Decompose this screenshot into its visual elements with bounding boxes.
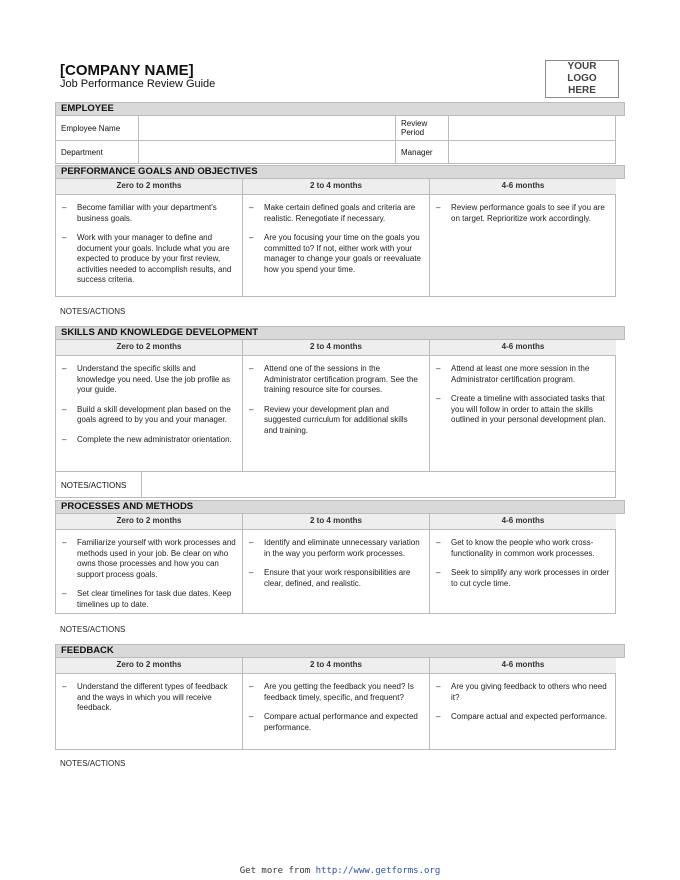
feedback-col-1 [56, 673, 242, 749]
processes-col-3 [429, 529, 616, 613]
list-item: – Build a skill development plan based on the goals agreed to by you and your manager. [62, 404, 231, 424]
logo-line-2: HERE [568, 85, 596, 96]
document-subtitle: Job Performance Review Guide [60, 78, 216, 90]
notes-actions-label: NOTES/ACTIONS [56, 471, 141, 497]
list-item: – Set clear timelines for task due dates. Keep timelines up to date. [62, 589, 232, 609]
list-item: – Review your development plan and suggested curriculum for additional skills and training. [249, 404, 408, 435]
feedback-header: FEEDBACK [55, 644, 625, 658]
notes-actions-label: NOTES/ACTIONS [60, 625, 126, 634]
skills-col-2 [242, 355, 429, 471]
processes-col-1 [56, 529, 242, 613]
footer [0, 866, 680, 876]
list-item: – Attend one of the sessions in the Administrator certification program. See the training resource site for courses. [249, 364, 418, 394]
employee-table [55, 116, 616, 164]
skills-knowledge-header: SKILLS AND KNOWLEDGE DEVELOPMENT [55, 326, 625, 340]
column-header: 2 to 4 months [242, 658, 429, 673]
footer-prefix: Get more from [239, 866, 311, 876]
column-header: 4-6 months [429, 340, 616, 355]
processes-col-2 [242, 529, 429, 613]
column-header: Zero to 2 months [56, 340, 242, 355]
department-field[interactable] [138, 140, 395, 163]
list-item: – Make certain defined goals and criteria are realistic. Renegotiate if necessary. [249, 203, 416, 223]
column-header: Zero to 2 months [56, 658, 242, 673]
list-item: – Get to know the people who work cross-functionality in common work processes. [436, 538, 595, 558]
employee-name-field[interactable] [138, 116, 395, 140]
list-item: – Review performance goals to see if you are on target. Reprioritize work accordingly. [436, 203, 605, 223]
list-item: – Familiarize yourself with work processes and methods used in your job. Be clear on who owns those processes and how you can support process goals. [62, 538, 236, 579]
list-item: – Create a timeline with associated tasks that you will follow in order to attain the skills outlined in your personal development plan. [436, 394, 606, 424]
list-item: – Are you getting the feedback you need? Is feedback timely, specific, and frequent? [249, 682, 414, 702]
review-period-label: Review Period [395, 116, 448, 140]
goals-col-3 [429, 194, 616, 296]
list-item: – Seek to simplify any work processes in order to cut cycle time. [436, 568, 610, 588]
logo-placeholder [545, 60, 619, 98]
list-item: – Understand the different types of feedback and the ways in which you will receive feedback. [62, 682, 228, 712]
column-header: 2 to 4 months [242, 340, 429, 355]
list-item: – Compare actual performance and expected performance. [249, 712, 418, 732]
manager-label: Manager [395, 140, 448, 163]
skills-col-1 [56, 355, 242, 471]
list-item: – Attend at least one more session in the Administrator certification program. [436, 364, 590, 384]
column-header: 4-6 months [429, 514, 616, 529]
column-header: 4-6 months [429, 658, 616, 673]
column-header: Zero to 2 months [56, 514, 242, 529]
performance-goals-header: PERFORMANCE GOALS AND OBJECTIVES [55, 165, 625, 179]
goals-col-2 [242, 194, 429, 296]
list-item: – Become familiar with your department's business goals. [62, 203, 217, 223]
performance-goals-table [55, 179, 616, 297]
processes-methods-table [55, 514, 616, 614]
footer-link[interactable]: http://www.getforms.org [315, 866, 441, 876]
list-item: – Complete the new administrator orientation. [62, 434, 232, 444]
list-item: – Work with your manager to define and document your goals. Include what you are expected to produce by your first review, activities needed to accomplish results, and success criteria. [62, 233, 232, 284]
skills-col-3 [429, 355, 616, 471]
feedback-col-3 [429, 673, 616, 749]
list-item: – Are you giving feedback to others who need it? [436, 682, 607, 702]
list-item: – Understand the specific skills and knowledge you need. Use the job profile as your guide. [62, 364, 230, 394]
feedback-table [55, 658, 616, 750]
column-header: 4-6 months [429, 179, 616, 194]
list-item: – Are you focusing your time on the goals you committed to? If not, either work with your manager to change your goals or reevaluate how you spend your time. [249, 233, 421, 274]
list-item: – Identify and eliminate unnecessary variation in the way you perform work processes. [249, 538, 420, 558]
company-name: [COMPANY NAME] [60, 62, 194, 79]
notes-actions-field[interactable] [141, 471, 616, 497]
column-header: 2 to 4 months [242, 179, 429, 194]
feedback-col-2 [242, 673, 429, 749]
skills-knowledge-table [55, 340, 616, 498]
department-label: Department [56, 140, 138, 163]
manager-field[interactable] [448, 140, 616, 163]
employee-name-label: Employee Name [61, 124, 121, 133]
logo-line-1: YOUR LOGO [567, 61, 597, 84]
column-header: 2 to 4 months [242, 514, 429, 529]
employee-section-header: EMPLOYEE [55, 102, 625, 116]
column-header: Zero to 2 months [56, 179, 242, 194]
notes-actions-label: NOTES/ACTIONS [60, 307, 126, 316]
processes-methods-header: PROCESSES AND METHODS [55, 500, 625, 514]
goals-col-1 [56, 194, 242, 296]
review-period-field[interactable] [448, 116, 616, 140]
notes-actions-label: NOTES/ACTIONS [60, 759, 126, 768]
list-item: – Ensure that your work responsibilities are clear, defined, and realistic. [249, 568, 411, 588]
list-item: – Compare actual and expected performance. [436, 712, 608, 721]
